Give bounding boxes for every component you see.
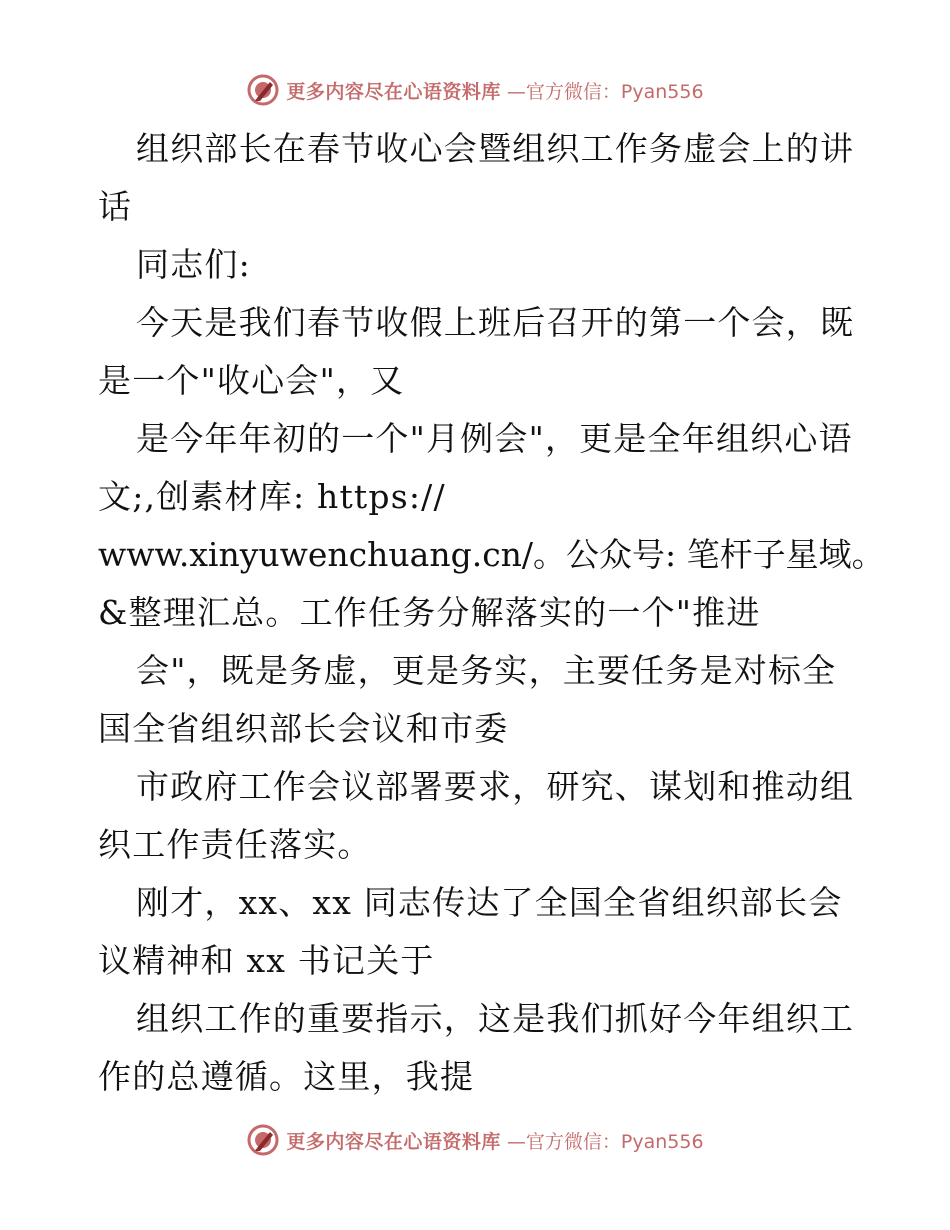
document-body	[98, 120, 885, 1106]
pen-nib-circle-icon	[246, 73, 280, 107]
watermark-slogan: 更多内容尽在心语资料库	[286, 1130, 501, 1153]
salutation-line: 同志们:	[136, 245, 251, 284]
paragraph-line: 组织工作的重要指示，这是我们抓好今年组织工	[136, 999, 855, 1038]
document-title-line: 话	[98, 187, 133, 226]
header-watermark	[0, 70, 950, 110]
pen-nib-circle-icon	[246, 1123, 280, 1157]
paragraph-line: 今天是我们春节收假上班后召开的第一个会，既	[136, 303, 855, 342]
paragraph-line: 是一个"收心会"，又	[98, 361, 405, 400]
watermark-wechat: —官方微信：Pyan556	[506, 1130, 704, 1153]
paragraph-line: 是今年年初的一个"月例会"，更是全年组织心语	[136, 419, 853, 458]
paragraph-line: 会"，既是务虚，更是务实，主要任务是对标全	[136, 651, 837, 690]
paragraph-line: www.xinyuwenchuang.cn/。公众号: 笔杆子星域。	[98, 535, 885, 574]
paragraph-line: &整理汇总。工作任务分解落实的一个"推进	[98, 593, 761, 632]
paragraph-line: 文;,创素材库: https://	[98, 477, 446, 516]
watermark-wechat: —官方微信：Pyan556	[506, 80, 704, 103]
document-title-line: 组织部长在春节收心会暨组织工作务虚会上的讲	[136, 129, 855, 168]
paragraph-line: 议精神和 xx 书记关于	[98, 941, 435, 980]
paragraph-line: 织工作责任落实。	[98, 825, 372, 864]
paragraph-line: 市政府工作会议部署要求，研究、谋划和推动组	[136, 767, 855, 806]
footer-watermark	[0, 1120, 950, 1160]
watermark-slogan: 更多内容尽在心语资料库	[286, 80, 501, 103]
paragraph-line: 刚才，xx、xx 同志传达了全国全省组织部长会	[136, 883, 843, 922]
paragraph-line: 国全省组织部长会议和市委	[98, 709, 509, 748]
paragraph-line: 作的总遵循。这里，我提	[98, 1057, 475, 1096]
